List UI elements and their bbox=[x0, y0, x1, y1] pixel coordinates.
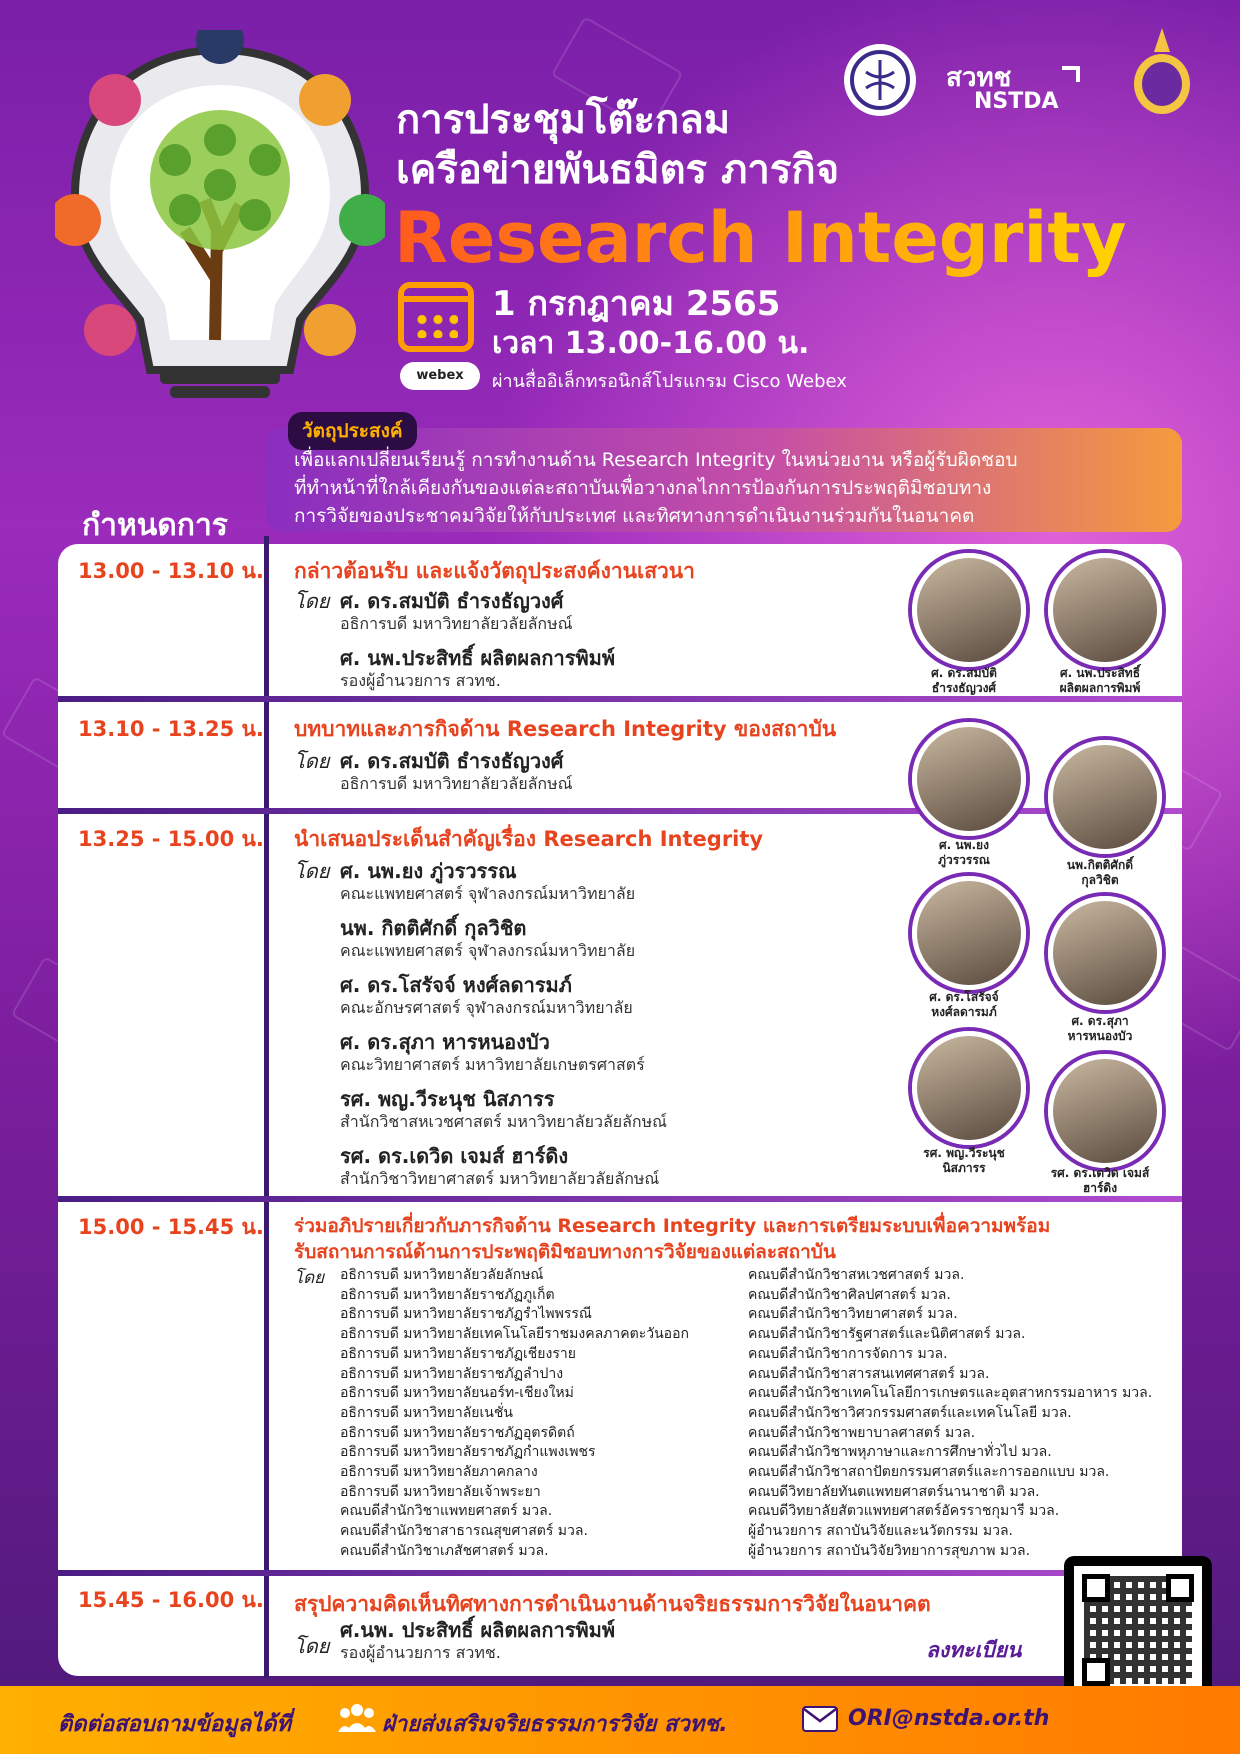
people-icon bbox=[338, 1702, 376, 1732]
photo-caption: ศ. ดร.สมบัติ ธำรงธัญวงศ์ bbox=[931, 666, 997, 695]
speaker-name: ศ. ดร.สมบัติ ธำรงธัญวงศ์ bbox=[340, 589, 564, 613]
lightbulb-roundtable-illustration bbox=[55, 30, 385, 410]
speaker-photo bbox=[1048, 896, 1162, 1010]
participant-item: อธิการบดี มหาวิทยาลัยราชภัฏเชียงราย bbox=[340, 1345, 576, 1362]
session-time: 13.25 - 15.00 น. bbox=[78, 827, 264, 851]
contact-label: ติดต่อสอบถามข้อมูลได้ที่ bbox=[58, 1712, 291, 1737]
participant-item: อธิการบดี มหาวิทยาลัยราชภัฏอุตรดิตถ์ bbox=[340, 1424, 575, 1441]
nstda-logo-en: NSTDA bbox=[974, 89, 1059, 112]
speaker-name: ศ. ดร.สมบัติ ธำรงธัญวงศ์ bbox=[340, 749, 564, 773]
speaker-org: สำนักวิชาสหเวชศาสตร์ มหาวิทยาลัยวลัยลักษณ์ bbox=[340, 1112, 667, 1131]
participant-list-right bbox=[748, 1266, 1152, 1562]
by-label: โดย bbox=[294, 1268, 325, 1288]
participant-item: อธิการบดี มหาวิทยาลัยราชภัฏภูเก็ต bbox=[340, 1286, 555, 1303]
by-label: โดย bbox=[294, 749, 330, 773]
by-label: โดย bbox=[294, 1634, 330, 1658]
speaker-photo bbox=[912, 553, 1026, 667]
participant-item: คณบดีสำนักวิชาสถาปัตยกรรมศาสตร์และการออกแบบ มวล. bbox=[748, 1464, 1110, 1481]
event-title-highlight: Research Integrity bbox=[394, 197, 1127, 279]
mail-icon bbox=[802, 1706, 838, 1732]
speaker-name: ศ.นพ. ประสิทธิ์ ผลิตผลการพิมพ์ bbox=[340, 1618, 616, 1642]
session-separator bbox=[58, 1196, 1182, 1202]
objective-line: ที่ทำหน้าที่ใกล้เคียงกันของแต่ละสถาบันเพื่อวางกลไกการป้องกันการประพฤติมิชอบทาง bbox=[294, 477, 992, 499]
photo-caption: รศ. ดร.เดวิด เจมส์ ฮาร์ดิง bbox=[1050, 1166, 1150, 1195]
speaker-name: รศ. พญ.วีระนุช นิสภารร bbox=[340, 1087, 555, 1111]
speaker-org: คณะอักษรศาสตร์ จุฬาลงกรณ์มหาวิทยาลัย bbox=[340, 998, 633, 1017]
session-title: บทบาทและภารกิจด้าน Research Integrity ของสถาบัน bbox=[294, 717, 837, 741]
participant-item: คณบดีสำนักวิชาการจัดการ มวล. bbox=[748, 1345, 948, 1362]
speaker-org: คณะวิทยาศาสตร์ มหาวิทยาลัยเกษตรศาสตร์ bbox=[340, 1055, 645, 1074]
participant-item: คณบดีสำนักวิชาสหเวชศาสตร์ มวล. bbox=[748, 1267, 965, 1283]
participant-item: อธิการบดี มหาวิทยาลัยราชภัฏกำแพงเพชร bbox=[340, 1444, 596, 1461]
nstda-logo-thai: สวทช bbox=[946, 63, 1012, 93]
participant-item: อธิการบดี มหาวิทยาลัยราชภัฏรำไพพรรณี bbox=[340, 1306, 592, 1323]
speaker-org: รองผู้อำนวยการ สวทช. bbox=[340, 671, 501, 690]
speaker-name: ศ. นพ.ประสิทธิ์ ผลิตผลการพิมพ์ bbox=[340, 646, 616, 670]
speaker-name: นพ. กิตติศักดิ์ กุลวิชิต bbox=[340, 916, 527, 940]
session-title: ร่วมอภิปรายเกี่ยวกับภารกิจด้าน Research Integrity และการเตรียมระบบเพื่อความพร้อม bbox=[294, 1215, 1051, 1237]
calendar-icon bbox=[398, 282, 474, 352]
speaker-org: อธิการบดี มหาวิทยาลัยวลัยลักษณ์ bbox=[340, 774, 573, 793]
speaker-name: ศ. นพ.ยง ภู่วรวรรณ bbox=[340, 859, 517, 883]
session-separator bbox=[58, 696, 1182, 702]
nstda-logo bbox=[944, 60, 1104, 112]
participant-item: คณบดีสำนักวิชาแพทยศาสตร์ มวล. bbox=[340, 1503, 553, 1520]
speaker-photo bbox=[912, 722, 1026, 836]
speaker-photo bbox=[1048, 1054, 1162, 1168]
speaker-name: รศ. ดร.เดวิด เจมส์ ฮาร์ดิง bbox=[340, 1144, 569, 1168]
speaker-photo bbox=[912, 876, 1026, 990]
event-platform: ผ่านสื่ออิเล็กทรอนิกส์โปรแกรม Cisco Webex bbox=[492, 371, 847, 392]
speaker-photo bbox=[912, 1031, 1026, 1145]
registration-qr-code[interactable] bbox=[1074, 1566, 1202, 1694]
contact-email[interactable]: ORI@nstda.or.th bbox=[848, 1706, 1050, 1731]
photo-caption: ศ. ดร.โสรัจจ์ หงศ์ลดารมภ์ bbox=[929, 990, 999, 1019]
speaker-photo bbox=[1048, 553, 1162, 667]
session-title: รับสถานการณ์ด้านการประพฤติมิชอบทางการวิจัยของแต่ละสถาบัน bbox=[294, 1241, 836, 1263]
session-separator bbox=[58, 1570, 1182, 1576]
objective-text bbox=[294, 446, 1164, 530]
participant-item: คณบดีสำนักวิชารัฐศาสตร์และนิติศาสตร์ มวล. bbox=[748, 1326, 1026, 1343]
ministry-seal-icon bbox=[842, 42, 918, 118]
speaker-org: คณะแพทยศาสตร์ จุฬาลงกรณ์มหาวิทยาลัย bbox=[340, 884, 636, 903]
photo-caption: ศ. นพ.ประสิทธิ์ ผลิตผลการพิมพ์ bbox=[1059, 666, 1141, 695]
speaker-name: ศ. ดร.โสรัจจ์ หงศ์ลดารมภ์ bbox=[340, 973, 572, 997]
participant-item: อธิการบดี มหาวิทยาลัยราชภัฏลำปาง bbox=[340, 1365, 564, 1382]
schedule-divider bbox=[264, 536, 269, 1678]
speaker-org: สำนักวิชาวิทยาศาสตร์ มหาวิทยาลัยวลัยลักษณ์ bbox=[340, 1169, 660, 1188]
schedule-heading: กำหนดการ bbox=[82, 508, 228, 543]
session-time: 15.00 - 15.45 น. bbox=[78, 1215, 264, 1239]
by-label: โดย bbox=[294, 859, 330, 883]
session-title: กล่าวต้อนรับ และแจ้งวัตถุประสงค์งานเสวนา bbox=[294, 559, 695, 583]
participant-item: คณบดีสำนักวิชาวิศวกรรมศาสตร์และเทคโนโลยี มวล. bbox=[748, 1404, 1072, 1421]
participant-item: คณบดีสำนักวิชาเภสัชศาสตร์ มวล. bbox=[340, 1542, 549, 1559]
photo-caption: ศ. นพ.ยง ภู่วรวรรณ bbox=[938, 838, 990, 867]
participant-item: อธิการบดี มหาวิทยาลัยนอร์ท-เชียงใหม่ bbox=[340, 1385, 574, 1402]
photo-caption: รศ. พญ.วีระนุช นิสภารร bbox=[923, 1146, 1005, 1175]
participant-item: คณบดีสำนักวิชาพยาบาลศาสตร์ มวล. bbox=[748, 1424, 976, 1441]
speaker-photo bbox=[1048, 740, 1162, 854]
photo-caption: นพ.กิตติศักดิ์ กุลวิชิต bbox=[1066, 858, 1134, 887]
participant-item: ผู้อำนวยการ สถาบันวิจัยวิทยาการสุขภาพ มวล. bbox=[748, 1542, 1031, 1559]
participant-item: คณบดีสำนักวิชาสารสนเทศศาสตร์ มวล. bbox=[748, 1365, 990, 1382]
session-time: 13.10 - 13.25 น. bbox=[78, 717, 264, 741]
speaker-org: รองผู้อำนวยการ สวทช. bbox=[340, 1643, 501, 1662]
contact-department: ฝ่ายส่งเสริมจริยธรรมการวิจัย สวทช. bbox=[382, 1712, 728, 1737]
participant-item: ผู้อำนวยการ สถาบันวิจัยและนวัตกรรม มวล. bbox=[748, 1523, 1013, 1540]
participant-item: คณบดีสำนักวิชาพหุภาษาและการศึกษาทั่วไป มวล. bbox=[748, 1444, 1052, 1461]
event-title-line2: เครือข่ายพันธมิตร ภารกิจ bbox=[396, 147, 840, 193]
participant-item: คณบดีวิทยาลัยทันตแพทยศาสตร์นานาชาติ มวล. bbox=[748, 1483, 1040, 1500]
speaker-org: คณะแพทยศาสตร์ จุฬาลงกรณ์มหาวิทยาลัย bbox=[340, 941, 636, 960]
objective-tag: วัตถุประสงค์ bbox=[288, 412, 417, 450]
participant-item: คณบดีสำนักวิชาวิทยาศาสตร์ มวล. bbox=[748, 1306, 958, 1323]
participant-list-left bbox=[340, 1266, 689, 1562]
university-emblem-icon bbox=[1130, 28, 1194, 116]
speaker-org: อธิการบดี มหาวิทยาลัยวลัยลักษณ์ bbox=[340, 614, 573, 633]
participant-item: อธิการบดี มหาวิทยาลัยภาคกลาง bbox=[340, 1464, 538, 1481]
participant-item: คณบดีสำนักวิชาศิลปศาสตร์ มวล. bbox=[748, 1286, 951, 1303]
speaker-name: ศ. ดร.สุภา หารหนองบัว bbox=[340, 1030, 550, 1054]
objective-line: การวิจัยของประชาคมวิจัยให้กับประเทศ และทิศทางการดำเนินงานร่วมกันในอนาคต bbox=[294, 505, 975, 527]
participant-item: อธิการบดี มหาวิทยาลัยเทคโนโลยีราชมงคลภาคตะวันออก bbox=[340, 1326, 689, 1343]
participant-item: อธิการบดี มหาวิทยาลัยเจ้าพระยา bbox=[340, 1483, 541, 1500]
participant-item: อธิการบดี มหาวิทยาลัยวลัยลักษณ์ bbox=[340, 1267, 544, 1283]
session-time: 15.45 - 16.00 น. bbox=[78, 1588, 264, 1612]
event-time: เวลา 13.00-16.00 น. bbox=[492, 326, 810, 361]
by-label: โดย bbox=[294, 589, 330, 613]
webex-logo: webex bbox=[400, 362, 480, 390]
participant-item: อธิการบดี มหาวิทยาลัยเนชั่น bbox=[340, 1404, 513, 1421]
event-date: 1 กรกฎาคม 2565 bbox=[492, 284, 781, 324]
event-title-line1: การประชุมโต๊ะกลม bbox=[396, 97, 731, 143]
participant-item: คณบดีสำนักวิชาสาธารณสุขศาสตร์ มวล. bbox=[340, 1523, 588, 1540]
session-time: 13.00 - 13.10 น. bbox=[78, 559, 264, 583]
photo-caption: ศ. ดร.สุภา หารหนองบัว bbox=[1067, 1014, 1133, 1043]
participant-item: คณบดีสำนักวิชาเทคโนโลยีการเกษตรและอุตสาหกรรมอาหาร มวล. bbox=[748, 1385, 1153, 1402]
register-label: ลงทะเบียน bbox=[926, 1638, 1022, 1662]
objective-line: เพื่อแลกเปลี่ยนเรียนรู้ การทำงานด้าน Research Integrity ในหน่วยงาน หรือผู้รับผิดชอบ bbox=[294, 449, 1018, 471]
participant-item: คณบดีวิทยาลัยสัตวแพทยศาสตร์อัครราชกุมารี มวล. bbox=[748, 1503, 1060, 1520]
session-title: สรุปความคิดเห็นทิศทางการดำเนินงานด้านจริยธรรมการวิจัยในอนาคต bbox=[294, 1592, 931, 1616]
session-title: นำเสนอประเด็นสำคัญเรื่อง Research Integrity bbox=[294, 827, 764, 851]
